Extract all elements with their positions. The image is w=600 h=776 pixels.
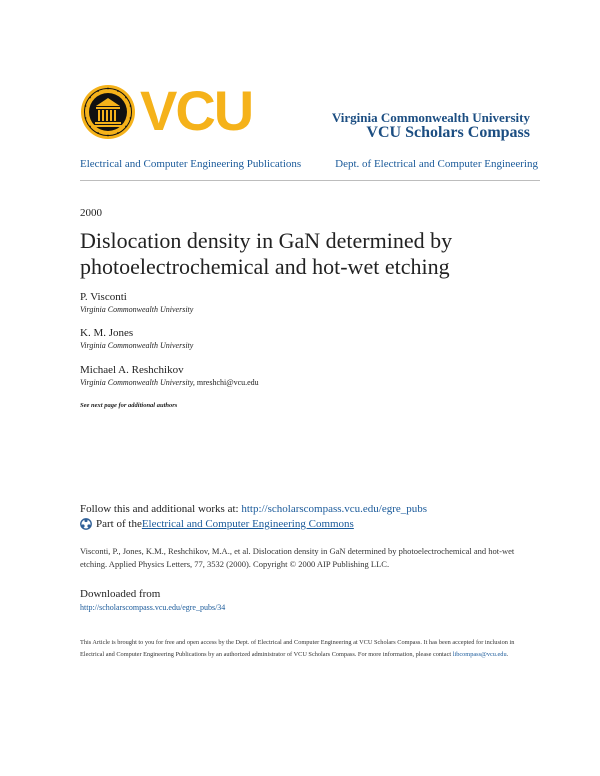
notice-end: . — [506, 651, 509, 658]
author-affiliation: Virginia Commonwealth University — [80, 341, 194, 350]
partof-line — [80, 518, 354, 530]
repository-institution[interactable]: Virginia Commonwealth University — [331, 110, 530, 125]
follow-line — [80, 503, 427, 515]
author-name: P. Visconti — [80, 291, 127, 303]
header-divider — [80, 180, 540, 181]
paper-title: Dislocation density in GaN determined by photoelectrochemical and hot-wet etching — [80, 228, 453, 279]
citation-text: Visconti, P., Jones, K.M., Reshchikov, M.A., et al. Dislocation density in GaN determined by photoelectrochemical and hot-wet etching. Applied Physics Letters, 77, 3532 (2000). Copyright © 2000 AIP Publishing LLC. — [80, 546, 515, 569]
follow-url-link[interactable]: http://scholarscompass.vcu.edu/egre_pubs — [241, 503, 428, 515]
follow-prefix: Follow this and additional works at: — [80, 503, 242, 515]
more-authors-note: See next page for additional authors — [80, 402, 178, 409]
author-name: Michael A. Reshchikov — [80, 364, 184, 376]
publication-year: 2000 — [80, 207, 102, 219]
university-seal-icon — [80, 84, 136, 140]
author-affiliation-line — [80, 378, 259, 387]
author-affiliation: Virginia Commonwealth University — [80, 378, 193, 387]
commons-link[interactable]: Electrical and Computer Engineering Commons — [141, 518, 354, 530]
repository-name[interactable]: VCU Scholars Compass — [366, 124, 530, 141]
department-link[interactable]: Dept. of Electrical and Computer Engineering — [335, 158, 538, 170]
vcu-wordmark: VCU — [140, 79, 253, 142]
access-notice — [80, 637, 540, 661]
partof-prefix: Part of the — [96, 518, 142, 530]
author-affiliation: Virginia Commonwealth University — [80, 305, 194, 314]
author-separator: , — [192, 378, 197, 387]
author-name: K. M. Jones — [80, 327, 134, 339]
downloaded-label: Downloaded from — [80, 588, 161, 600]
download-url-link[interactable]: http://scholarscompass.vcu.edu/egre_pubs/34 — [80, 603, 226, 612]
notice-text: This Article is brought to you for free and open access by the Dept. of Electrical and Computer Engineering at VCU Scholars Compass. It has been accepted for inclusion in Electrical and Computer Engineering Publications by an authorized administrator of VCU Scholars Compass. For more information, please contact — [80, 639, 515, 658]
publications-link[interactable]: Electrical and Computer Engineering Publications — [80, 158, 302, 170]
author-email[interactable]: mreshchi@vcu.edu — [196, 378, 259, 387]
network-commons-icon — [80, 518, 92, 530]
contact-email-link[interactable]: libcompass@vcu.edu — [452, 651, 507, 658]
